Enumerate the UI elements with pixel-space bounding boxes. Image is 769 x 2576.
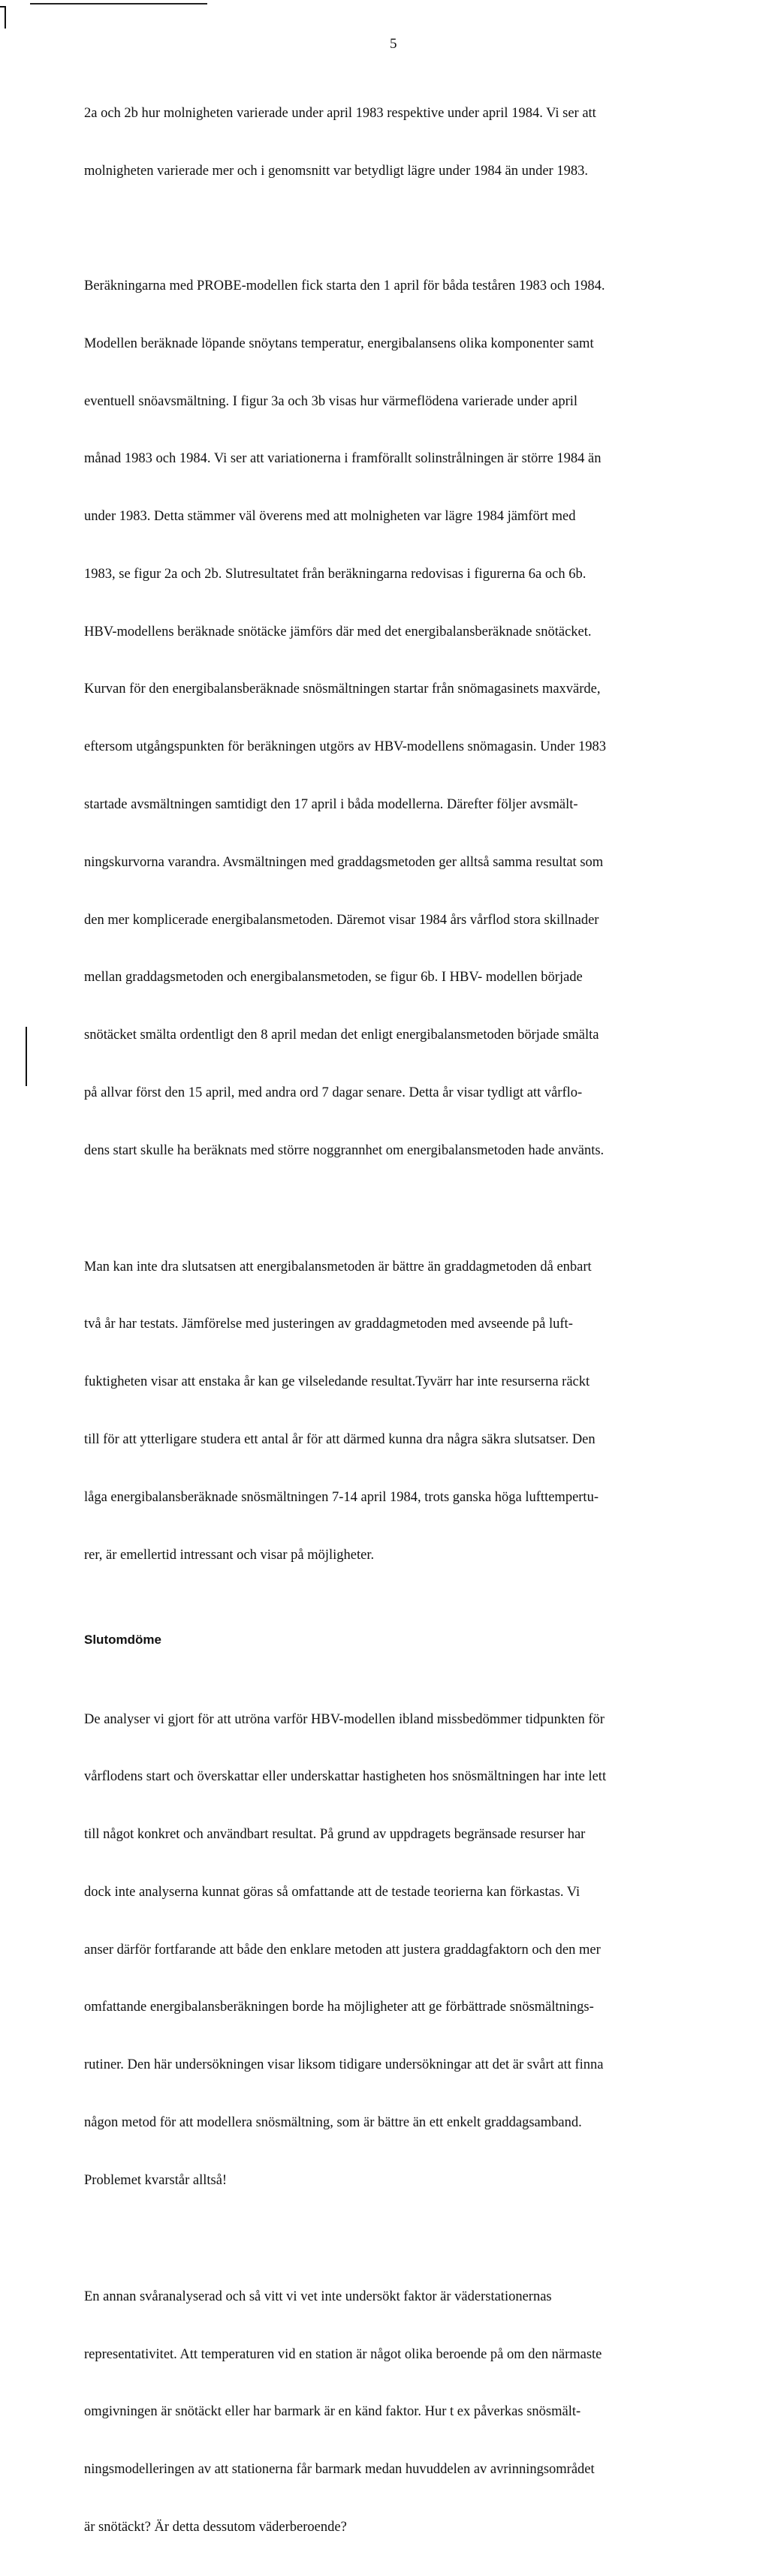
text-line: någon metod för att modellera snösmältning, som är bättre än ett enkelt graddagsamband. [84, 2114, 582, 2130]
text-line: till något konkret och användbart resultat. På grund av uppdragets begränsade resurser har [84, 1827, 586, 1843]
text-line: startade avsmältningen samtidigt den 17 april i båda modellerna. Därefter följer avsmält- [84, 796, 578, 812]
text-line: Kurvan för den energibalansberäknade snösmältningen startar från snömagasinets maxvärde, [84, 682, 601, 697]
text-line: 2a och 2b hur molnigheten varierade under april 1983 respektive under april 1984. Vi ser att [84, 106, 596, 122]
section-heading: Slutomdöme [84, 1633, 161, 1648]
text-line: Beräkningarna med PROBE-modellen fick starta den 1 april för båda teståren 1983 och 1984. [84, 278, 605, 293]
text-line: den mer komplicerade energibalansmetoden. Däremot visar 1984 års vårflod stora skillnader [84, 912, 599, 928]
text-line: rutiner. Den här undersökningen visar liksom tidigare undersökningar att det är svårt att finna [84, 2057, 604, 2073]
text-line: ningsmodelleringen av att stationerna får barmark medan huvuddelen av avrinningsområdet [84, 2462, 595, 2478]
text-line: till för att ytterligare studera ett antal år för att därmed kunna dra några säkra slutsatser. Den [84, 1431, 596, 1447]
text-line: 1983, se figur 2a och 2b. Slutresultatet från beräkningarna redovisas i figurerna 6a och 6b. [84, 566, 587, 582]
text-line: anser därför fortfarande att både den enklare metoden att justera graddagfaktorn och den mer [84, 1942, 601, 1958]
text-line: dens start skulle ha beräknats med större noggrannhet om energibalansmetoden hade använts. [84, 1142, 605, 1158]
text-line: Modellen beräknade löpande snöytans temperatur, energibalansens olika komponenter samt [84, 336, 594, 351]
text-line: omfattande energibalansberäkningen borde ha möjligheter att ge förbättrade snösmältnings- [84, 2000, 594, 2015]
paragraph-cloudiness [84, 66, 722, 220]
text-line: molnigheten varierade mer och i genomsnitt var betydligt lägre under 1984 än under 1983. [84, 163, 588, 179]
scan-corner-mark [5, 6, 6, 29]
scan-top-rule [30, 3, 207, 5]
text-line: representativitet. Att temperaturen vid en station är något olika beroende på om den närmaste [84, 2346, 602, 2362]
text-line: omgivningen är snötäckt eller har barmark är en känd faktor. Hur t ex påverkas snösmält- [84, 2404, 581, 2420]
text-line: eftersom utgångspunkten för beräkningen utgörs av HBV-modellens snömagasin. Under 1983 [84, 739, 606, 755]
text-line: på allvar först den 15 april, med andra ord 7 dagar senare. Detta år visar tydligt att vårflo- [84, 1085, 583, 1100]
text-line: rer, är emellertid intressant och visar på möjligheter. [84, 1547, 375, 1563]
text-line: vårflodens start och överskattar eller underskattar hastigheten hos snösmältningen har inte lett [84, 1769, 607, 1785]
text-line: En annan svåranalyserad och så vitt vi vet inte undersökt faktor är väderstationernas [84, 2289, 552, 2304]
text-line: låga energibalansberäknade snösmältningen 7-14 april 1984, trots ganska höga lufttempertu- [84, 1489, 599, 1505]
document-body [84, 66, 722, 2576]
paragraph-probe-model [84, 239, 722, 1199]
text-line: De analyser vi gjort för att utröna varför HBV-modellen ibland missbedömmer tidpunkten för [84, 1711, 605, 1727]
paragraph-station-representativity [84, 2249, 722, 2576]
text-line: snötäcket smälta ordentligt den 8 april medan det enligt energibalansmetoden började smälta [84, 1028, 599, 1043]
text-line: är snötäckt? Är detta dessutom väderberoende? [84, 2519, 347, 2535]
paragraph-method-comparison [84, 1219, 722, 1603]
text-line: fuktigheten visar att enstaka år kan ge vilseledande resultat.Tyvärr har inte resurserna räckt [84, 1374, 590, 1390]
page-number: 5 [390, 36, 397, 52]
text-line: mellan graddagsmetoden och energibalansmetoden, se figur 6b. I HBV- modellen började [84, 970, 583, 986]
text-line: dock inte analyserna kunnat göras så omfattande att de testade teorierna kan förkastas. Vi [84, 1884, 581, 1900]
text-line: under 1983. Detta stämmer väl överens med att molnigheten var lägre 1984 jämfört med [84, 509, 576, 525]
text-line: HBV-modellens beräknade snötäcke jämförs där med det energibalansberäknade snötäcket. [84, 624, 592, 639]
scan-edge-mark [26, 1027, 27, 1086]
text-line: månad 1983 och 1984. Vi ser att variationerna i framförallt solinstrålningen är större 1984 än [84, 451, 602, 467]
text-line: ningskurvorna varandra. Avsmältningen med graddagsmetoden ger alltså samma resultat som [84, 854, 604, 870]
text-line: eventuell snöavsmältning. I figur 3a och 3b visas hur värmeflödena varierade under april [84, 393, 578, 409]
text-line: två år har testats. Jämförelse med justeringen av graddagmetoden med avseende på luft- [84, 1317, 573, 1332]
paragraph-conclusion [84, 1672, 722, 2228]
text-line: Man kan inte dra slutsatsen att energibalansmetoden är bättre än graddagmetoden då enbart [84, 1259, 592, 1274]
text-line: Problemet kvarstår alltså! [84, 2172, 228, 2188]
